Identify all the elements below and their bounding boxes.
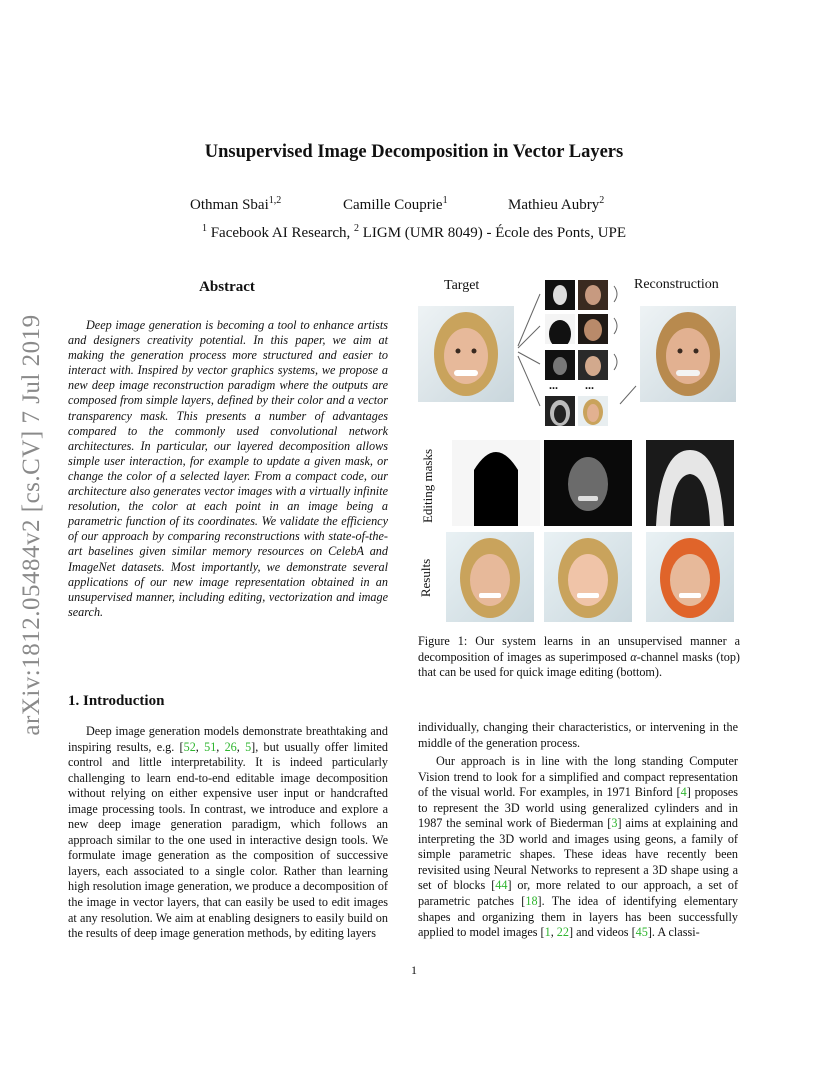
target-image <box>418 306 514 402</box>
ellipsis-left: ... <box>549 378 558 392</box>
citation-link[interactable]: 26 <box>224 739 237 754</box>
intro-text: ] aims at explaining and interpreting the 3D world and images using geons, a family of simple parametric shapes. These ideas have recently been revisited using Neural Networks to represent a 3D shape using a set of blocks [ <box>418 816 738 893</box>
fig-label-reconstruction: Reconstruction <box>634 277 719 292</box>
author-couprie <box>343 195 448 214</box>
citation-link[interactable]: 52 <box>183 739 196 754</box>
layer-thumb-2 <box>578 314 608 344</box>
arxiv-id: arXiv:1812.05484v2 [cs.CV] 7 Jul 2019 <box>18 314 45 736</box>
arxiv-sidebar <box>12 300 52 750</box>
citation-link[interactable]: 4 <box>680 785 687 800</box>
author-name: Camille Couprie <box>343 197 443 213</box>
layer-thumb-3 <box>578 350 608 380</box>
result-image-1 <box>446 532 534 622</box>
intro-text: ], but usually offer limited control and little interpretability. It is indeed particularly challenging to learn end-to-end editable image decomposition without relying on either expensive user input or handcrafted image processing tools. In contrast, we introduce and explore a new deep image generation paradigm, which follows an approach similar to the one used in interactive design tools. We formulate image generation as the composition of successive layers, each associated to a single color. Rather than learning high resolution image generation, we produce a decomposition of the image in vector layers, that can easily be used to edit images at any resolution. We aim at enabling designers to easily build on the results of deep image generation methods, by editing layers <box>68 739 389 941</box>
intro-text: ] proposes to represent the 3D world using generalized cylinders and in 1987 the seminal work of Biederman [ <box>418 785 738 831</box>
caption-alpha: α <box>630 649 637 664</box>
paper-title: Unsupervised Image Decomposition in Vector Layers <box>204 142 624 162</box>
editing-mask-3 <box>646 440 734 526</box>
result-image-2 <box>544 532 632 622</box>
intro-right-column <box>418 720 738 941</box>
editing-mask-2 <box>544 440 632 526</box>
author-aubry <box>508 195 604 214</box>
affil-fair: Facebook AI Research, <box>206 225 354 241</box>
fig-label-target: Target <box>444 278 480 293</box>
layer-thumb-4 <box>578 396 608 426</box>
citation-link[interactable]: 5 <box>245 739 252 754</box>
affil-ligm: LIGM (UMR 8049) - École des Ponts, UPE <box>358 225 627 241</box>
mask-thumb-3 <box>545 350 575 380</box>
intro-text: , <box>550 925 557 940</box>
figure-1-caption <box>418 634 740 681</box>
affiliation <box>0 223 828 242</box>
abstract-text: Deep image generation is becoming a tool to enhance artists and designers creativity potential. In this paper, we aim at making the generation process more structured and easier to interact with. Inspired by vector graphics systems, we propose a new deep image reconstruction paradigm where the outputs are composed from simple layers, defined by their color and a vector transparency mask. This presents a number of advantages compared to the commonly used convolutional network architectures. In particular, our layered decomposition allows simple user interaction, for example to update a given mask, or change the color of a selected layer. From a compact code, our architecture also generates vector images with a virtually infinite resolution, the color at each point in an image being a parametric function of its coordinates. We validate the efficiency of our approach by comparing reconstructions with state-of-the-art baselines given similar memory resources on CelebA and ImageNet datasets. Most importantly, we demonstrate several applications of our new image representation obtained in an unsupervised manner, including editing, vectorization and image search. <box>68 318 388 619</box>
author-sup: 2 <box>599 195 605 206</box>
author-sup: 1 <box>442 195 448 206</box>
mask-thumb-4 <box>545 396 575 426</box>
intro-paragraph-2 <box>418 754 738 941</box>
author-name: Mathieu Aubry <box>508 197 600 213</box>
intro-text: ]. The idea of identifying elementary shapes and organizing them in layers has been successfully applied to model images [ <box>418 894 738 940</box>
figure-1 <box>418 276 740 628</box>
abstract-heading: Abstract <box>199 279 255 295</box>
reconstruction-face-illustration <box>640 306 736 402</box>
intro-text: Deep image generation models demonstrate breathtaking and inspiring results, e.g. [ <box>68 724 388 754</box>
author-sbai <box>190 195 281 214</box>
mask-thumb-1 <box>545 280 575 310</box>
citation-link[interactable]: 51 <box>204 739 217 754</box>
mask-thumb-2 <box>545 314 575 344</box>
result-image-3 <box>646 532 734 622</box>
affil-sup-1: 1 <box>201 223 207 234</box>
page-number: 1 <box>411 963 417 977</box>
introduction-heading: 1. Introduction <box>68 693 165 709</box>
editing-mask-1 <box>452 440 540 526</box>
citation-link[interactable]: 45 <box>635 925 648 940</box>
citation-link[interactable]: 44 <box>495 878 508 893</box>
layer-thumb-1 <box>578 280 608 310</box>
intro-text: Our approach is in line with the long standing Computer Vision trend to look for a simplified and compact representation of the visual world. For examples, in 1971 Binford [ <box>418 754 738 800</box>
citation-link[interactable]: 3 <box>611 816 618 831</box>
caption-text-post: -channel masks (top) that can be used for quick image editing (bottom). <box>418 649 740 679</box>
citation-link[interactable]: 1 <box>544 925 551 940</box>
ellipsis-right: ... <box>585 378 594 392</box>
citation-link[interactable]: 18 <box>525 894 538 909</box>
fig-label-results: Results <box>418 558 433 598</box>
target-face-illustration <box>418 306 514 402</box>
author-name: Othman Sbai <box>190 197 269 213</box>
author-sup: 1,2 <box>268 195 282 206</box>
intro-text: ]. A classi- <box>647 925 700 940</box>
caption-text-pre: Figure 1: Our system learns in an unsupervised manner a decomposition of images as superimposed <box>418 634 740 664</box>
intro-paragraph: individually, changing their characteristics, or intervening in the middle of the generation process. <box>418 720 738 750</box>
intro-text: ] and videos [ <box>568 925 636 940</box>
fig-label-editing-masks: Editing masks <box>420 448 435 524</box>
citation-link[interactable]: 22 <box>556 925 569 940</box>
intro-text: ] or, more related to our approach, a set of parametric patches [ <box>418 878 739 909</box>
reconstruction-image <box>640 306 736 402</box>
affil-sup-2: 2 <box>353 223 359 234</box>
intro-left-column: Deep image generation models demonstrate breathtaking and inspiring results, e.g. [52, 51, 26, 5], but usually offer limited control and little interpretability. It is indeed particularly challenging to learn end-to-end editable image decomposition without relying on either expensive user input or handcrafted image processing tools. In contrast, we introduce and explore a new deep image generation paradigm, which follows an approach similar to the one used in interactive design tools. We formulate image generation as the composition of successive layers, each associated to a single color. Rather than learning high resolution image generation, we produce a decomposition of the image in vector layers, that can easily be used to edit images at any resolution. We aim at enabling designers to easily build on the results of deep image generation methods, by editing layers <box>68 724 389 941</box>
